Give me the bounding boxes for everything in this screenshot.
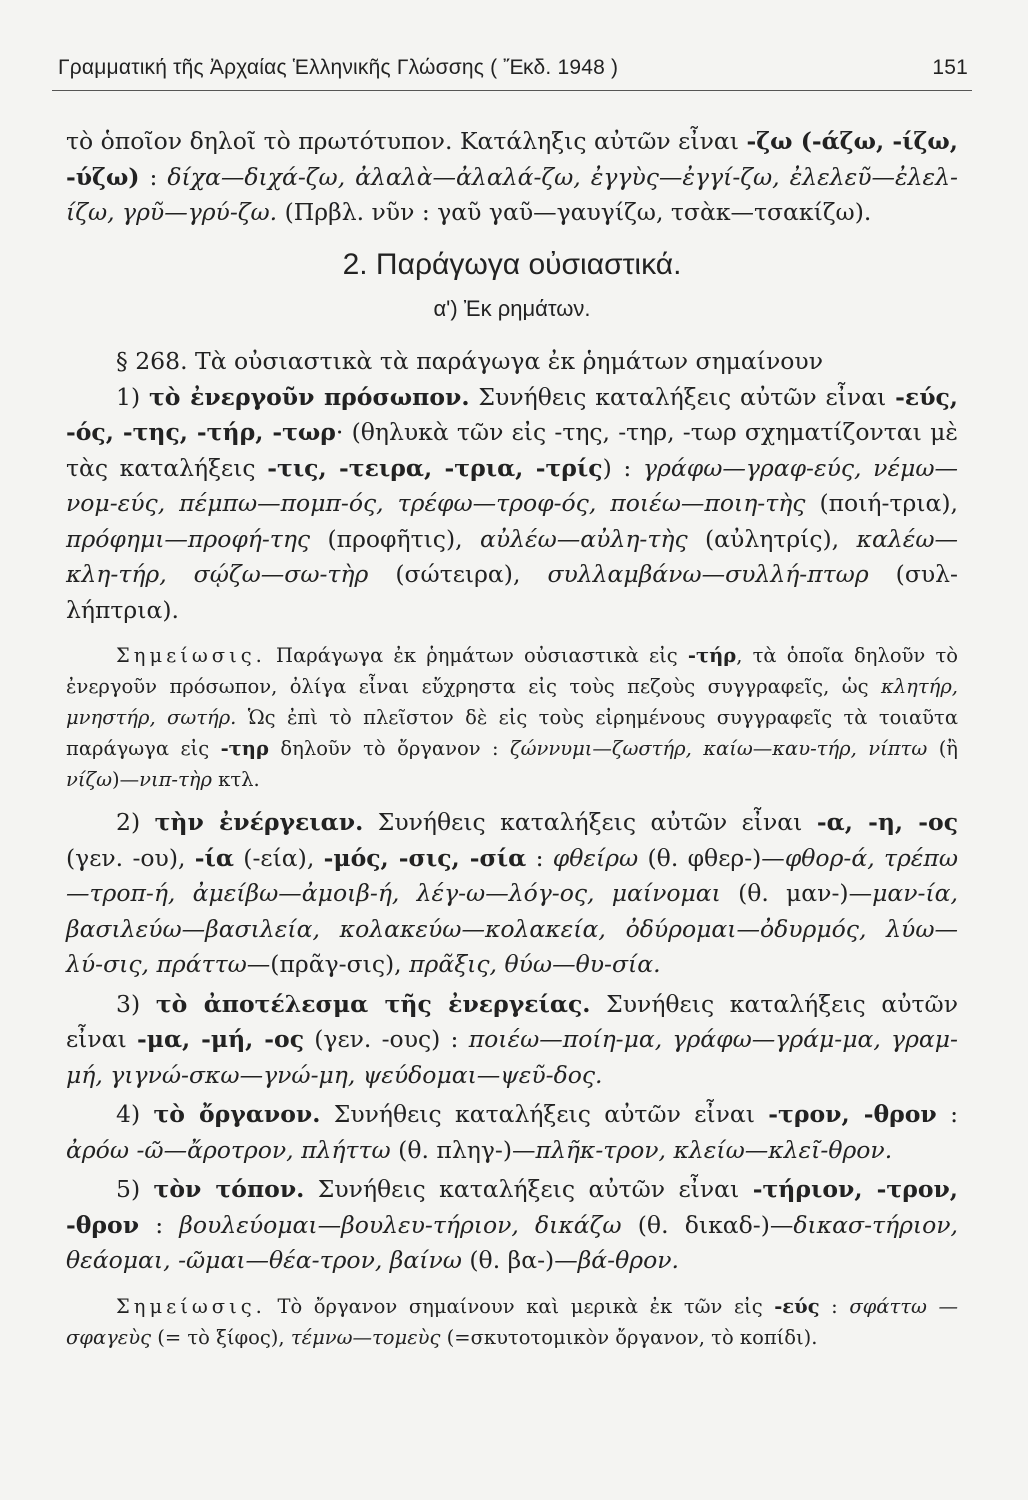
bold-text: -μός, -σις, -σία	[323, 843, 527, 872]
text: )—	[111, 768, 140, 791]
paragraph-5	[66, 1172, 958, 1279]
italic-text: ζώννυμι—ζωστήρ, καίω—καυ-τήρ, νίπτω	[510, 737, 928, 760]
header-title: Γραμματική τῆς Ἀρχαίας Ἑλληνικῆς Γλώσσης ( Ἔκδ. 1948 )	[58, 56, 619, 79]
section-heading: 2. Παράγωγα οὐσιαστικά.	[342, 247, 682, 281]
text: Παράγωγα ἐκ ῥημάτων οὐσιαστικὰ εἰς	[265, 644, 688, 667]
bold-text: -τηρ	[220, 737, 269, 760]
italic-text: μαν-ία, βασιλεύω—βασιλεία, κολακεύω—κολακεία, ὀδύρομαι—ὀδυρμός, λύω—λύ-σις, πράττω	[66, 879, 958, 978]
italic-text: συλλαμβάνω—συλλή-πτωρ	[547, 560, 869, 588]
note-2	[66, 1291, 958, 1353]
italic-text: πλῆκ-τρον, κλείω—κλεῖ-θρον.	[535, 1135, 893, 1164]
italic-text: αὐλέω—αὐλη-τὴς	[479, 524, 688, 553]
paragraph-2	[66, 805, 958, 983]
text: · (θηλυκὰ τῶν εἰς -της, -τηρ, -τωρ σχηματίζονται μὲ τὰς καταλήξεις	[66, 418, 958, 482]
bold-text: -εύς	[774, 1294, 820, 1318]
paragraph-268-intro: § 268. Τὰ οὐσιαστικὰ τὰ παράγωγα ἐκ ῥημάτων σημαίνουν	[116, 347, 824, 375]
text: (θ. δικαδ-)—	[621, 1210, 794, 1239]
text: :	[139, 1210, 180, 1239]
text: (-εία),	[234, 843, 324, 872]
italic-text: γράφω—γραφ-εύς, νέμω—νομ-εύς, πέμπω—πομπ-ός, τρέφω—τροφ-ός, ποιέω—ποιη-τὴς	[66, 453, 959, 517]
italic-text: δικασ-τήριον, θεάομαι, -ῶμαι—θέα-τρον, βαίνω	[66, 1210, 959, 1274]
text: (Πρβλ. νῦν : γαῦ γαῦ—γαυγίζω, τσὰκ—τσακίζω).	[277, 198, 872, 226]
text: 5)	[116, 1175, 154, 1203]
italic-text: φθορ-ά, τρέπω—τροπ-ή, ἀμείβω—ἀμοιβ-ή, λέγ-ω—λόγ-ος, μαίνομαι	[66, 843, 958, 907]
text: —(πρᾶγ-σις),	[246, 950, 410, 978]
bold-text: -ζω (-άζω, -ίζω, -ύζω)	[66, 127, 958, 191]
text: κτλ.	[211, 768, 260, 791]
text: Ὡς ἐπὶ τὸ πλεῖστον δὲ εἰς τοὺς εἰρημένους συγγραφεῖς τὰ τοιαῦτα παράγωγα εἰς	[66, 706, 958, 760]
text: (= τὸ ξίφος),	[151, 1325, 291, 1349]
bold-text: -μα, -μή, -ος	[136, 1025, 305, 1053]
text: Τὸ ὄργανον σημαίνουν καὶ μερικὰ ἐκ τῶν εἰς	[265, 1294, 775, 1318]
italic-text: καλέω—κλη-τήρ, σῴζω—σω-τὴρ	[66, 524, 958, 588]
note-label: Σημείωσις.	[116, 644, 266, 667]
text: 3)	[116, 989, 156, 1018]
text: (προφῆτις),	[310, 524, 480, 553]
paragraph-intro	[66, 124, 958, 231]
bold-text: τὸ ὄργανον.	[153, 1100, 321, 1128]
text: (συλ-λήπτρια).	[66, 560, 958, 624]
running-header	[58, 56, 968, 80]
paragraph-3	[66, 987, 958, 1094]
italic-text: βά-θρον.	[577, 1246, 679, 1274]
text: Συνήθεις καταλήξεις αὐτῶν εἶναι	[363, 808, 817, 836]
italic-text: πρᾶξις, θύω—θυ-σία.	[409, 950, 661, 978]
text: 4)	[116, 1100, 154, 1128]
italic-text: πρόφημι—προφή-της	[66, 524, 311, 553]
italic-text: νίζω	[66, 768, 112, 791]
page-body	[66, 124, 958, 1353]
bold-text: τὸ ἐνεργοῦν πρόσωπον.	[149, 382, 470, 411]
bold-text: -ία	[194, 843, 234, 872]
italic-text: κλητήρ, μνηστήρ, σωτήρ.	[66, 675, 958, 729]
italic-text: σφάττω — σφαγεὺς	[66, 1294, 959, 1349]
text: Συνήθεις καταλήξεις αὐτῶν εἶναι	[469, 382, 896, 411]
italic-text: νιπ-τὴρ	[139, 768, 212, 791]
italic-text: τέμνω—τομεὺς	[290, 1325, 441, 1349]
bold-text: -α, -η, -ος	[816, 808, 959, 836]
bold-text: τὸν τόπον.	[153, 1175, 305, 1203]
text: :	[819, 1294, 850, 1318]
text: (θ. βα-)—	[461, 1246, 578, 1274]
text: τὸ ὁποῖον δηλοῖ τὸ πρωτότυπον. Κατάληξις αὐτῶν εἶναι	[66, 127, 747, 155]
text: (θ. φθερ-)—	[638, 843, 785, 872]
text: , τὰ ὁποῖα δηλοῦν τὸ ἐνεργοῦν πρόσωπον, ὀλίγα εἶναι εὔχρηστα εἰς τοὺς πεζοὺς συγγραφεῖς, ὡς	[66, 644, 959, 698]
text: Συνήθεις καταλήξεις αὐτῶν εἶναι	[66, 989, 959, 1053]
text: (αὐλητρίς),	[687, 524, 857, 553]
text: δηλοῦν τὸ ὄργανον :	[268, 737, 511, 760]
text: (θ. μαν-)—	[720, 879, 873, 907]
paragraph-4	[66, 1097, 958, 1168]
bold-text: τὴν ἐνέργειαν.	[154, 808, 364, 836]
text: (=σκυτοτομικὸν ὄργανον, τὸ κοπίδι).	[440, 1325, 818, 1349]
note-1	[66, 640, 958, 795]
text: :	[139, 162, 168, 191]
section-subheading: α') Ἐκ ρημάτων.	[433, 295, 591, 321]
text: Συνήθεις καταλήξεις αὐτῶν εἶναι	[320, 1100, 769, 1128]
italic-text: δίχα—διχά-ζω, ἀλαλὰ—ἀλαλά-ζω, ἐγγὺς—ἐγγί-ζω, ἐλελεῦ—ἐλελ-ίζω, γρῦ—γρύ-ζω.	[66, 162, 958, 226]
text: (σώτειρα),	[368, 560, 548, 588]
bold-text: -τρον, -θρον	[768, 1100, 937, 1128]
text: (ἢ	[927, 737, 958, 760]
page-number: 151	[932, 56, 968, 79]
bold-text: -εύς, -ός, -της, -τήρ, -τωρ	[66, 382, 958, 446]
text: (γεν. -ου),	[66, 843, 195, 872]
bold-text: -τήριον, -τρον, -θρον	[66, 1175, 958, 1239]
note-label: Σημείωσις.	[116, 1294, 266, 1318]
text: Συνήθεις καταλήξεις αὐτῶν εἶναι	[304, 1175, 753, 1203]
text: (γεν. -ους) :	[304, 1025, 469, 1053]
bold-text: τὸ ἀποτέλεσμα τῆς ἐνεργείας.	[155, 989, 591, 1018]
text: 1)	[116, 382, 149, 411]
italic-text: βουλεύομαι—βουλευ-τήριον, δικάζω	[179, 1210, 622, 1239]
italic-text: φθείρω	[552, 843, 639, 872]
bold-text: -τις, -τειρα, -τρια, -τρίς	[267, 453, 603, 482]
italic-text: ἀρόω -ῶ—ἄροτρον, πλήττω	[66, 1135, 391, 1164]
italic-text: ποιέω—ποίη-μα, γράφω—γράμ-μα, γραμ-μή, γιγνώ-σκω—γνώ-μη, ψεύδομαι—ψεῦ-δος.	[66, 1025, 958, 1089]
text: :	[936, 1100, 959, 1128]
header-rule	[52, 90, 972, 91]
text: (ποιή-τρια),	[805, 489, 958, 517]
paragraph-268-1	[66, 380, 958, 629]
text: 2)	[116, 808, 155, 836]
text: ) :	[602, 453, 644, 482]
text: (θ. πληγ-)—	[390, 1135, 536, 1164]
text: :	[526, 843, 553, 872]
bold-text: -τήρ	[687, 644, 737, 667]
